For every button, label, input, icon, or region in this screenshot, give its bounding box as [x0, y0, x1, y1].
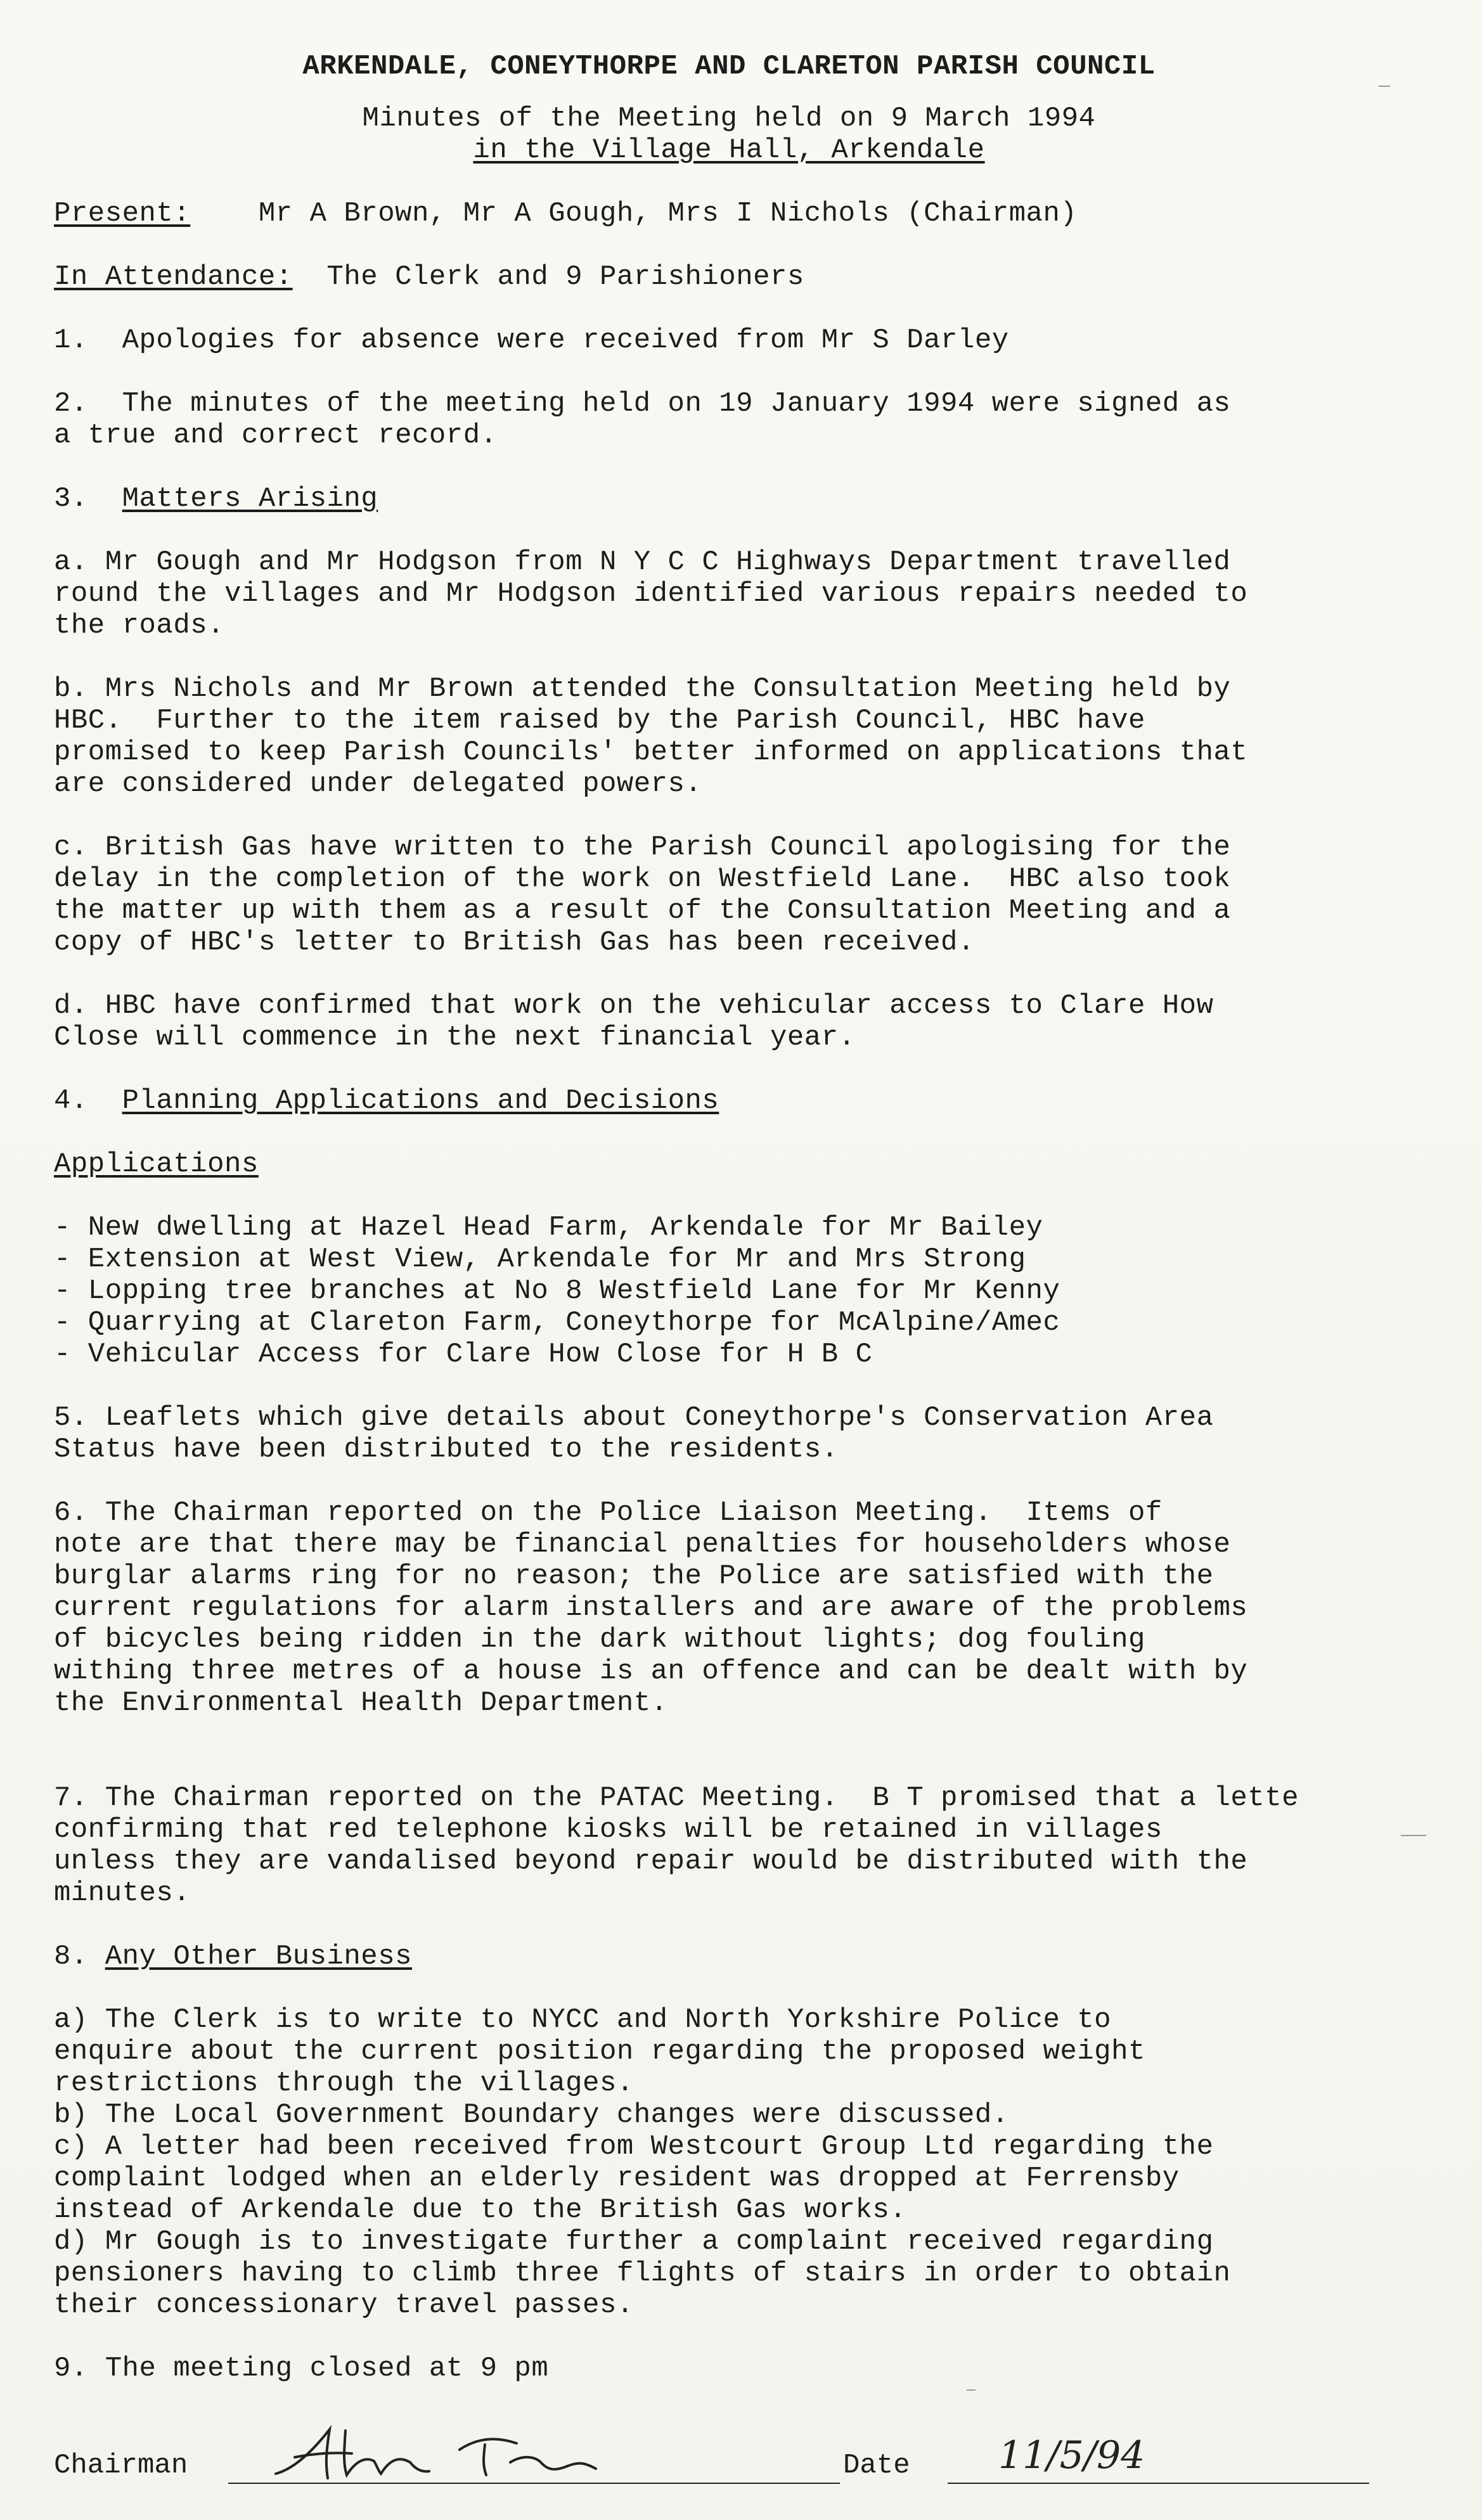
aob-line: enquire about the current position regarding the proposed weight [54, 2036, 1145, 2067]
item-6-line: burglar alarms ring for no reason; the Police are satisfied with the [54, 1560, 1214, 1592]
item-3a-line: a. Mr Gough and Mr Hodgson from N Y C C Highways Department travelled [54, 546, 1231, 578]
item-7-line: confirming that red telephone kiosks will be retained in villages [54, 1814, 1163, 1846]
item-4-heading [54, 1085, 1467, 1117]
item-9: 9. The meeting closed at 9 pm [54, 2353, 549, 2384]
item-6-line: 6. The Chairman reported on the Police Liaison Meeting. Items of [54, 1497, 1163, 1529]
date-label: Date [843, 2450, 910, 2481]
item-8-heading [54, 1941, 1467, 1972]
item-7-line: unless they are vandalised beyond repair would be distributed with the [54, 1846, 1248, 1877]
item-3c-line: the matter up with them as a result of the Consultation Meeting and a [54, 895, 1231, 927]
item-3d-line: Close will commence in the next financial year. [54, 1022, 856, 1053]
application-item: - Lopping tree branches at No 8 Westfield Lane for Mr Kenny [54, 1275, 1060, 1307]
item-5-line: 5. Leaflets which give details about Coneythorpe's Conservation Area [54, 1402, 1214, 1434]
item-2-line: a true and correct record. [54, 420, 498, 451]
item-6-line: current regulations for alarm installers and are aware of the problems [54, 1592, 1248, 1624]
application-item: - Vehicular Access for Clare How Close for H B C [54, 1339, 873, 1370]
applications-heading-row [54, 1148, 1467, 1180]
venue-line: in the Village Hall, Arkendale [473, 134, 985, 166]
item-2 [54, 388, 1467, 451]
applications-heading: Applications [54, 1148, 259, 1180]
aob-line: b) The Local Government Boundary changes were discussed. [54, 2099, 1009, 2131]
signoff-row [54, 2431, 1448, 2488]
date-line [948, 2483, 1369, 2484]
item-1: 1. Apologies for absence were received from Mr S Darley [54, 325, 1009, 356]
minutes-document [54, 51, 1467, 2384]
application-item: - Quarrying at Clareton Farm, Coneythorpe for McAlpine/Amec [54, 1307, 1060, 1339]
item-4-title: Planning Applications and Decisions [122, 1085, 719, 1117]
item-8-list [54, 2004, 1467, 2321]
date-value: 11/5/94 [998, 2433, 1145, 2478]
present-row [54, 198, 1467, 229]
aob-line: their concessionary travel passes. [54, 2289, 634, 2321]
item-3c-line: c. British Gas have written to the Parish Council apologising for the [54, 832, 1231, 863]
applications-list [54, 1212, 1467, 1370]
item-3a [54, 546, 1467, 641]
aob-line: d) Mr Gough is to investigate further a complaint received regarding [54, 2226, 1214, 2258]
item-6-line: note are that there may be financial penalties for householders whose [54, 1529, 1231, 1560]
stray-mark [1401, 1835, 1426, 1836]
minutes-title: Minutes of the Meeting held on 9 March 1994 [362, 103, 1096, 134]
item-8-number: 8. [54, 1941, 105, 1972]
attendance-row [54, 261, 1467, 293]
item-3-title: Matters Arising [122, 483, 378, 515]
item-3-heading [54, 483, 1467, 515]
aob-line: instead of Arkendale due to the British Gas works. [54, 2194, 907, 2226]
item-6-line: of bicycles being ridden in the dark without lights; dog fouling [54, 1624, 1145, 1655]
item-3c-line: delay in the completion of the work on Westfield Lane. HBC also took [54, 863, 1231, 895]
stray-mark [1379, 86, 1390, 87]
attendance-value: The Clerk and 9 Parishioners [326, 261, 804, 293]
stray-mark [967, 2389, 976, 2391]
venue-wrap [54, 134, 1404, 166]
item-3d-line: d. HBC have confirmed that work on the vehicular access to Clare How [54, 990, 1214, 1022]
item-2-line: 2. The minutes of the meeting held on 19 January 1994 were signed as [54, 388, 1231, 420]
item-6 [54, 1497, 1467, 1719]
item-8-title: Any Other Business [105, 1941, 412, 1972]
item-3-number: 3. [54, 483, 122, 515]
item-3c-line: copy of HBC's letter to British Gas has been received. [54, 927, 975, 958]
item-3b [54, 673, 1467, 800]
item-3b-line: promised to keep Parish Councils' better informed on applications that [54, 736, 1248, 768]
item-3a-line: the roads. [54, 610, 225, 641]
item-5 [54, 1402, 1467, 1465]
council-title: ARKENDALE, CONEYTHORPE AND CLARETON PARISH COUNCIL [302, 51, 1156, 82]
item-4-number: 4. [54, 1085, 122, 1117]
item-3a-line: round the villages and Mr Hodgson identified various repairs needed to [54, 578, 1248, 610]
item-3c [54, 832, 1467, 958]
present-names: Mr A Brown, Mr A Gough, Mrs I Nichols (Chairman) [258, 198, 1078, 229]
item-6-line: the Environmental Health Department. [54, 1687, 668, 1719]
item-3b-line: are considered under delegated powers. [54, 768, 702, 800]
item-7-line: minutes. [54, 1877, 191, 1909]
aob-line: complaint lodged when an elderly resident was dropped at Ferrensby [54, 2163, 1180, 2194]
present-label: Present: [54, 198, 191, 229]
item-3b-line: HBC. Further to the item raised by the Parish Council, HBC have [54, 705, 1145, 736]
aob-line: pensioners having to climb three flights of stairs in order to obtain [54, 2258, 1231, 2289]
item-3b-line: b. Mrs Nichols and Mr Brown attended the Consultation Meeting held by [54, 673, 1231, 705]
aob-line: restrictions through the villages. [54, 2067, 634, 2099]
chairman-label: Chairman [54, 2450, 188, 2481]
aob-line: a) The Clerk is to write to NYCC and North Yorkshire Police to [54, 2004, 1112, 2036]
item-5-line: Status have been distributed to the residents. [54, 1434, 839, 1465]
item-7 [54, 1782, 1467, 1909]
item-3d [54, 990, 1467, 1053]
item-7-line: 7. The Chairman reported on the PATAC Meeting. B T promised that a lette [54, 1782, 1299, 1814]
item-6-line: withing three metres of a house is an offence and can be dealt with by [54, 1655, 1248, 1687]
application-item: - Extension at West View, Arkendale for Mr and Mrs Strong [54, 1244, 1026, 1275]
aob-line: c) A letter had been received from Westcourt Group Ltd regarding the [54, 2131, 1214, 2163]
application-item: - New dwelling at Hazel Head Farm, Arkendale for Mr Bailey [54, 1212, 1043, 1244]
attendance-label: In Attendance: [54, 261, 293, 293]
chairman-signature [269, 2424, 726, 2488]
